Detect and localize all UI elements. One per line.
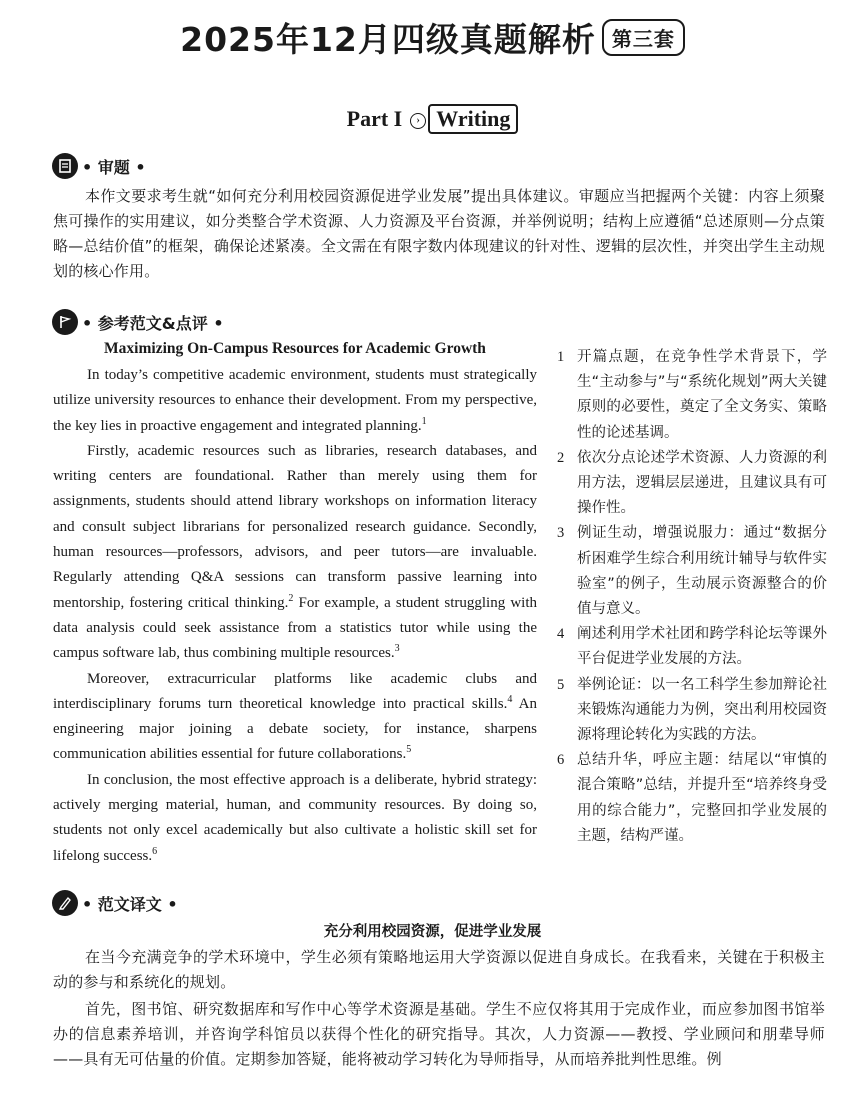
note-text: 阐述利用学术社团和跨学科论坛等课外平台促进学业发展的方法。 [577,626,827,668]
note-marker: 2 [288,592,294,604]
note-text: 例证生动，增强说服力：通过“数据分析困难学生综合利用统计辅导与软件实验室”的例子，生动展示资源整合的价值与意义。 [577,525,827,618]
note-number: 6 [557,752,565,769]
note-marker: 6 [152,845,158,857]
part-heading [0,104,865,134]
note-item [557,446,827,522]
note-marker: 5 [406,744,412,756]
commentary-notes [557,345,827,849]
part-label: Part I [346,106,403,131]
note-marker: 3 [394,643,400,655]
note-item [557,345,827,446]
set-badge: 第三套 [602,19,685,56]
essay-sentence: An engineering major joining a debate society, for instance, sharpens communication abilities essential for future collaborations. [53,695,537,763]
note-number: 1 [557,349,565,365]
note-item [557,748,827,849]
analysis-label: • 审题 • [82,155,146,178]
arrow-circle-icon: › [410,113,426,129]
note-number: 2 [557,449,565,466]
note-number: 4 [557,626,565,643]
page-title-text: 2025年12月四级真题解析 [180,20,596,59]
note-text: 依次分点论述学术资源、人力资源的利用方法，逻辑层层递进，且建议具有可操作性。 [577,449,827,517]
essay-paragraph-2 [53,439,537,667]
essay-paragraph-3 [53,667,537,768]
note-number: 3 [557,525,565,542]
note-text: 举例论证：以一名工科学生参加辩论社来锻炼沟通能力为例，突出利用校园资源将理论转化为实践的方法。 [577,676,827,744]
note-number: 5 [557,676,565,693]
essay-sentence: Moreover, extracurricular platforms like academic clubs and interdisciplinary forums turn theoretical knowledge into practical skills. [53,670,537,712]
sample-essay [53,338,537,869]
document-icon [52,153,78,179]
flag-icon [52,309,78,335]
analysis-heading [52,153,146,179]
page-title [0,14,865,61]
essay-title: Maximizing On-Campus Resources for Academic Growth [104,340,486,357]
translation-paragraph-1: 在当今充满竞争的学术环境中，学生必须有策略地运用大学资源以促进自身成长。在我看来，关键在于积极主动的参与和系统化的规划。 [53,948,825,991]
note-item [557,622,827,672]
note-item [557,673,827,749]
translation-paragraph-2: 首先，图书馆、研究数据库和写作中心等学术资源是基础。学生不应仅将其用于完成作业，而应参加图书馆举办的信息素养培训，并咨询学科馆员以获得个性化的研究指导。其次，人力资源——教授、学业顾问和朋辈导师——具有无可估量的价值。定期参加答疑，能将被动学习转化为导师指导，从而培养批判性思维。例 [53,1000,825,1068]
translation-label: • 范文译文 • [82,892,178,915]
note-marker: 4 [507,693,513,705]
analysis-text: 本作文要求考生就“如何充分利用校园资源促进学业发展”提出具体建议。审题应当把握两个关键：内容上须聚焦可操作的实用建议，如分类整合学术资源、人力资源及平台资源，并举例说明；结构上应遵循“总述原则—分点策略—总结价值”的框架，确保论述紧凑。全文需在有限字数内体现建议的针对性、逻辑的层次性，并突出学生主动规划的核心作用。 [53,187,825,280]
note-text: 开篇点题，在竞争性学术背景下，学生“主动参与”与“系统化规划”两大关键原则的必要性，奠定了全文务实、策略性的论述基调。 [577,349,827,441]
note-marker: 1 [421,415,427,427]
sample-label: • 参考范文&点评 • [82,311,224,334]
translation-title: 充分利用校园资源，促进学业发展 [323,924,542,940]
note-item [557,521,827,622]
essay-paragraph-1 [53,363,537,439]
essay-sentence: For example, a student struggling with data analysis could seek assistance from a statistics tutor while using the campus software lab, thus combining multiple resources. [53,594,537,662]
translation-heading [52,890,178,916]
essay-sentence: In conclusion, the most effective approach is a deliberate, hybrid strategy: actively merging material, human, and community resources. By doing so, students not only excel academically but also cultivate a holistic skill set for lifelong success. [53,771,537,864]
sample-heading [52,309,224,335]
essay-sentence: Firstly, academic resources such as libraries, research databases, and writing centers are foundational. Rather than merely using them for assignments, students should attend library workshops on information literacy and consult subject librarians for personalized research guidance. Secondly, human resources—professors, advisors, and peer tutors—are invaluable. Regularly attending Q&A sessions can transform passive learning into mentorship, fostering critical thinking. [53,442,537,611]
note-text: 总结升华，呼应主题：结尾以“审慎的混合策略”总结，并提升至“培养终身受用的综合能力”，完整回扣学业发展的主题，结构严谨。 [577,752,827,844]
part-name: Writing [428,104,518,134]
essay-sentence: In today’s competitive academic environment, students must strategically utilize university resources to enhance their development. From my perspective, the key lies in proactive engagement and integrated planning. [53,367,537,434]
pen-icon [52,890,78,916]
essay-paragraph-4 [53,768,537,869]
